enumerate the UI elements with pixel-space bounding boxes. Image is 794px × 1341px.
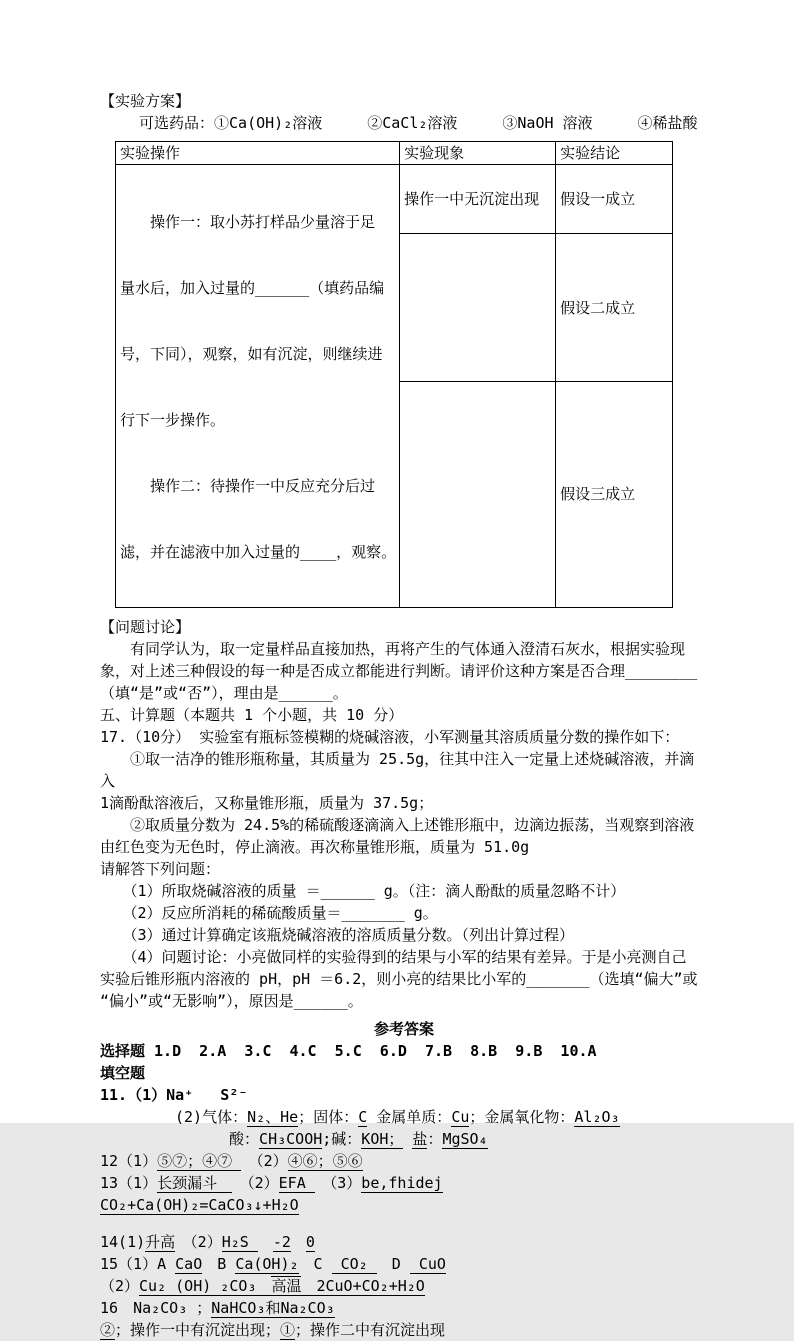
answer-line-16-2 [100,1319,708,1341]
conclusion-cell-2: 假设二成立 [556,234,673,382]
answer-text: Na₂CO₃ ； [133,1299,212,1317]
question-17-line: 请解答下列问题： [100,860,221,878]
answer-blank-filled: ② [100,1321,116,1339]
answer-text: 12（1） [100,1152,158,1170]
answer-line-14 [100,1231,708,1253]
question-17-line: “偏小”或“无影响”），原因是______。 [100,992,363,1010]
answer-blank-filled: CuO [409,1255,446,1273]
answer-blank-filled: CH₃COOH [259,1130,323,1148]
discussion-title: 【问题讨论】 [100,618,191,636]
question-17-line: （3）通过计算确定该瓶烧碱溶液的溶质质量分数。（列出计算过程） [100,926,575,944]
phenomenon-cell-2 [400,234,556,382]
answer-text [291,1233,306,1251]
question-17-line: （4）问题讨论：小亮做同样的实验得到的结果与小军的结果有差异。于是小亮测自己 [100,948,687,966]
answer-text: 1.D 2.A 3.C 4.C 5.C 6.D 7.B 8.B 9.B 10.A [154,1042,597,1060]
answer-text: （2） [232,1174,279,1192]
calc-section-heading: 五、计算题（本题共 1 个小题，共 10 分） [100,706,404,724]
answer-blank-filled: CO₂ [331,1255,377,1273]
answer-text: 选择题 [100,1042,155,1060]
answer-blank-filled: Al₂O₃ [574,1108,620,1126]
answer-text: ；操作一中有沉淀出现； [115,1321,281,1339]
answer-text: （2） [100,1277,140,1295]
reagent-options-line: 可选药品：①Ca(OH)₂溶液 ②CaCl₂溶液 ③NaOH 溶液 ④稀盐酸 [100,114,698,132]
answer-blank-filled: CO₂+Ca(OH)₂=CaCO₃↓+H₂O [100,1196,299,1214]
answer-text: 11.（1）Na⁺ S²⁻ [100,1086,248,1104]
operation-line: 号，下同），观察，如有沉淀，则继续进 [120,345,383,363]
plan-title: 【实验方案】 [100,92,191,110]
answer-blank-filled: be,fhidej [361,1174,443,1192]
answer-line-11-3 [100,1128,708,1150]
reference-answers-title: 参考答案 [373,1020,434,1038]
question-17-line: 入 [100,772,116,790]
answer-line-13 [100,1172,708,1194]
discussion-line: （填“是”或“否”），理由是______。 [100,684,348,702]
operation-line: 操作二：待操作一中反应充分后过 [120,477,376,495]
conclusion-cell-3: 假设三成立 [556,381,673,607]
answer-blank-filled: C [358,1108,368,1126]
answer-blank-filled: H₂S [221,1233,258,1251]
answer-line-11 [100,1084,708,1106]
operation-line: 操作一：取小苏打样品少量溶于足 [120,213,376,231]
table-header-row [116,142,673,165]
answer-line-16 [100,1297,708,1319]
phenomenon-cell-3 [400,381,556,607]
reference-answers-section [100,1018,708,1341]
header-cell-conclusion: 实验结论 [556,142,673,165]
blank-line [100,1216,708,1231]
answer-blank-filled: -2 [272,1233,291,1251]
answer-text: 16 [100,1299,134,1317]
discussion-line: 有同学认为，取一定量样品直接加热，再将产生的气体通入澄清石灰水，根据实验现 [100,640,686,658]
operation-line: 量水后，加入过量的______（填药品编 [120,279,385,297]
answer-blank-filled: Ca(OH)₂ [235,1255,299,1273]
answer-text: ： [427,1130,443,1148]
answer-text: 15（1）A [100,1255,176,1273]
answer-line-11-2 [100,1106,708,1128]
question-17-line: 17.（10分） 实验室有瓶标签模糊的烧碱溶液，小军测量其溶质质量分数的操作如下： [100,728,680,746]
answer-blank-filled: MgSO₄ [442,1130,488,1148]
answer-blank-filled: Cu [451,1108,470,1126]
answer-blank-filled: 2CuO+CO₂+H₂O [301,1277,425,1295]
answer-text: （2） [241,1152,288,1170]
operation-line: 行下一步操作。 [120,411,226,429]
answer-line-15 [100,1253,708,1275]
answer-text: C [298,1255,332,1273]
answer-line-fill-heading [100,1062,708,1084]
question-17-line: 由红色变为无色时，停止滴液。再次称量锥形瓶，质量为 51.0g [100,838,530,856]
answer-text: 13（1） [100,1174,158,1192]
answer-text: B [202,1255,236,1273]
answer-text: ;碱： [322,1130,362,1148]
answer-text: 酸： [100,1130,260,1148]
conclusion-cell-1: 假设一成立 [556,165,673,234]
answer-blank-filled: 升高 [145,1233,176,1251]
table-row-1 [116,165,673,234]
answer-line-12 [100,1150,708,1172]
header-cell-phenomenon: 实验现象 [400,142,556,165]
question-17-line: （1）所取烧碱溶液的质量 ＝______ g。（注：滴人酚酞的质量忽略不计） [100,882,626,900]
answer-blank-filled: 0 [305,1233,315,1251]
answer-blank-filled: 盐 [412,1130,428,1148]
header-cell-operation: 实验操作 [116,142,400,165]
answer-blank-filled: ④⑥；⑤⑥ [287,1152,363,1170]
experiment-table [115,141,673,608]
answer-blank-filled: EFA [278,1174,315,1192]
question-17-line: ②取质量分数为 24.5%的稀硫酸逐滴滴入上述锥形瓶中，边滴边振荡，当观察到溶液 [100,816,695,834]
answer-line-equation [100,1194,708,1216]
answer-blank-filled: N₂、He [247,1108,299,1126]
answer-text: D [376,1255,410,1273]
answer-blank-filled: KOH； [361,1130,404,1148]
answer-text: 14(1) [100,1233,146,1251]
answer-text: ；操作二中有沉淀出现 [295,1321,446,1339]
answer-text: （3） [314,1174,362,1192]
answer-blank-filled: CaO [175,1255,203,1273]
question-17-line: 1滴酚酞溶液后，又称量锥形瓶，质量为 37.5g； [100,794,434,812]
answer-blank-filled: ⑤⑦；④⑦ [157,1152,242,1170]
operation-cell [116,165,400,608]
answer-text: (2)气体： [100,1108,248,1126]
answer-text: ；固体： [298,1108,359,1126]
operation-line: 滤，并在滤液中加入过量的____，观察。 [120,543,397,561]
phenomenon-cell-1: 操作一中无沉淀出现 [400,165,556,234]
answer-text: 金属单质： [367,1108,452,1126]
answer-blank-filled: ① [280,1321,296,1339]
question-17-line: （2）反应所消耗的稀硫酸质量＝_______ g。 [100,904,438,922]
answer-text: ；金属氧化物： [469,1108,575,1126]
discussion-line: 象，对上述三种假设的每一种是否成立都能进行判断。请评价这种方案是否合理________ [100,662,698,680]
answer-text [258,1233,273,1251]
answer-blank-filled: 长颈漏斗 [157,1174,233,1192]
question-17-line: 实验后锥形瓶内溶液的 pH，pH ＝6.2，则小亮的结果比小军的_______（选填“偏大”或 [100,970,698,988]
question-17-line: ①取一洁净的锥形瓶称量，其质量为 25.5g，往其中注入一定量上述烧碱溶液，并滴 [100,750,695,768]
answer-line-choice [100,1040,708,1062]
answer-blank-filled: 高温 [271,1277,302,1295]
answer-blank-filled: Cu₂ (OH) ₂CO₃ [139,1277,272,1295]
answer-text: （2） [175,1233,222,1251]
answer-line-15-2 [100,1275,708,1297]
answer-text: 填空题 [100,1064,146,1082]
answer-blank-filled: NaHCO₃和Na₂CO₃ [211,1299,335,1317]
